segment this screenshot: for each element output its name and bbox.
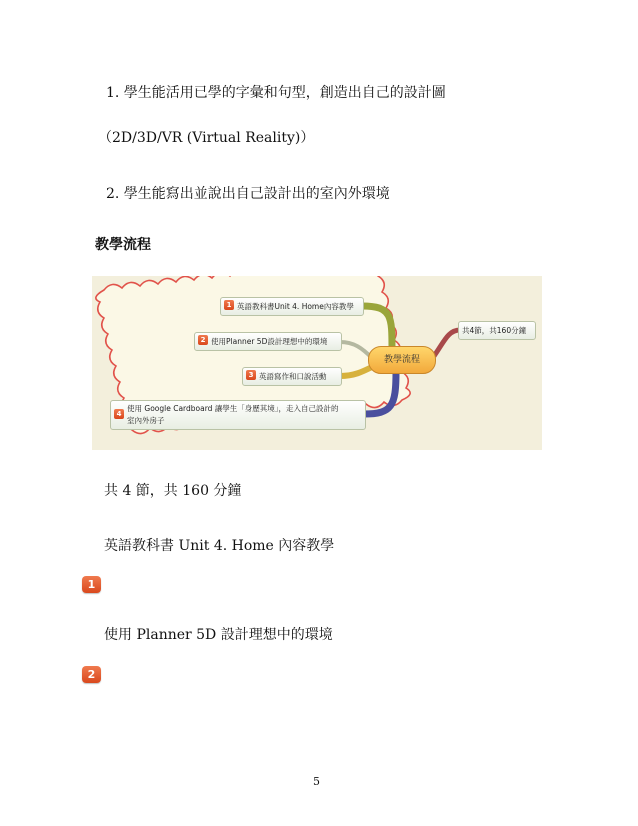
mindmap-node-1-label: 英語教科書Unit 4. Home內容教學 bbox=[237, 302, 354, 311]
objective-1-continued: （2D/3D/VR (Virtual Reality)） bbox=[98, 130, 315, 146]
mindmap-badge-4: 4 bbox=[114, 409, 124, 419]
mindmap-right-node-label: 共4節，共160分鐘 bbox=[462, 326, 527, 335]
step-2-text: 使用 Planner 5D 設計理想中的環境 bbox=[104, 627, 333, 643]
teaching-flow-mindmap bbox=[92, 276, 542, 450]
step-2-badge: 2 bbox=[82, 666, 101, 683]
mindmap-node-3-label: 英語寫作和口說活動 bbox=[259, 372, 327, 381]
objective-1: 1. 學生能活用已學的字彙和句型，創造出自己的設計圖 bbox=[106, 85, 446, 101]
mindmap-badge-2: 2 bbox=[198, 335, 208, 345]
mindmap-badge-3: 3 bbox=[246, 370, 256, 380]
section-heading: 教學流程 bbox=[95, 237, 151, 253]
mindmap-node-4-label: 使用 Google Cardboard 讓學生「身歷其境」，走入自己設計的 bbox=[127, 404, 339, 413]
page-number: 5 bbox=[313, 775, 320, 788]
total-sessions: 共 4 節，共 160 分鐘 bbox=[104, 483, 242, 499]
mindmap-center-node: 教學流程 bbox=[368, 346, 436, 374]
mindmap-node-4-label-line2: 室內外房子 bbox=[127, 416, 165, 425]
mindmap-badge-1: 1 bbox=[224, 300, 234, 310]
objective-2: 2. 學生能寫出並說出自己設計出的室內外環境 bbox=[106, 186, 390, 202]
step-1-text: 英語教科書 Unit 4. Home 內容教學 bbox=[104, 538, 335, 554]
branch-line-right bbox=[434, 330, 460, 356]
step-1-badge: 1 bbox=[82, 576, 101, 593]
mindmap-node-2-label: 使用Planner 5D設計理想中的環境 bbox=[211, 337, 328, 346]
